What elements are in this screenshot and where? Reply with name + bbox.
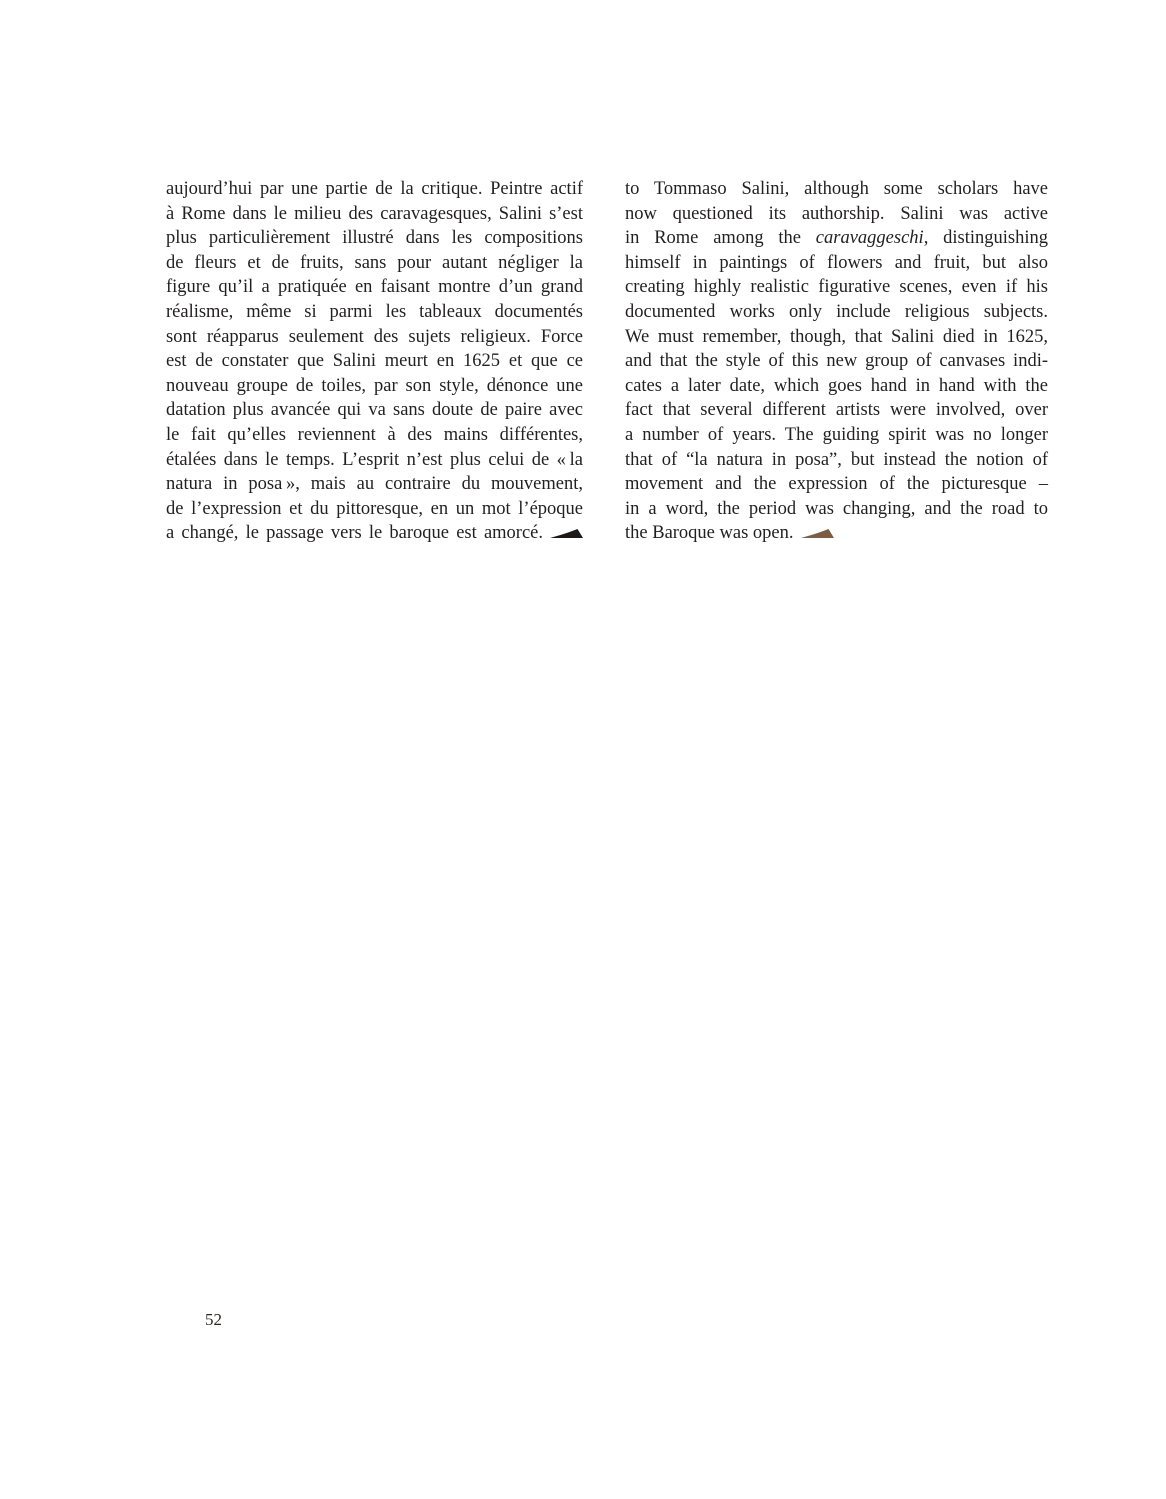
text-line: figure qu’il a pratiquée en faisant montre d’un grand (166, 277, 583, 298)
text-line: cates a later date, which goes hand in hand with the (625, 375, 1048, 396)
text-line: fact that several different artists were involved, over (625, 400, 1048, 421)
text-line: documented works only include religious subjects. (625, 301, 1048, 322)
text-line: himself in paintings of flowers and fruit, but also (625, 252, 1048, 273)
text-line: étalées dans le temps. L’esprit n’est plus celui de « la (166, 449, 583, 470)
text-line: de fleurs et de fruits, sans pour autant négliger la (166, 252, 583, 273)
text-line: est de constater que Salini meurt en 1625 et que ce (166, 351, 583, 372)
text-line: movement and the expression of the picturesque – (625, 474, 1048, 495)
text-line: to Tommaso Salini, although some scholars have (625, 179, 1048, 199)
text-line: We must remember, though, that Salini died in 1625, (625, 326, 1048, 347)
text-line: in a word, the period was changing, and the road to (625, 498, 1048, 519)
text-line: the Baroque was open. (625, 521, 1048, 546)
page-number: 52 (205, 1310, 222, 1329)
text-line: aujourd’hui par une partie de la critique. Peintre actif (166, 179, 583, 199)
text-line: natura in posa », mais au contraire du mouvement, (166, 474, 583, 495)
text-line: now questioned its authorship. Salini was active (625, 203, 1048, 224)
wedge-icon (801, 529, 834, 538)
text-line: a changé, le passage vers le baroque est amorcé. (166, 521, 583, 546)
text-line: réalisme, même si parmi les tableaux documentés (166, 301, 583, 322)
text-line: plus particulièrement illustré dans les compositions (166, 228, 583, 249)
text-line: that of “la natura in posa”, but instead the notion of (625, 449, 1048, 470)
text-line: a number of years. The guiding spirit was no longer (625, 424, 1048, 445)
text-line: and that the style of this new group of canvases indi- (625, 351, 1048, 372)
text-line: creating highly realistic figurative scenes, even if his (625, 277, 1048, 298)
column-english-text (625, 177, 1048, 546)
text-line: à Rome dans le milieu des caravagesques, Salini s’est (166, 203, 583, 224)
text-line: nouveau groupe de toiles, par son style, dénonce une (166, 375, 583, 396)
text-line: de l’expression et du pittoresque, en un mot l’époque (166, 498, 583, 519)
column-french-text (166, 177, 583, 546)
text-line: sont réapparus seulement des sujets religieux. Force (166, 326, 583, 347)
wedge-icon (550, 529, 583, 538)
text-line: le fait qu’elles reviennent à des mains différentes, (166, 424, 583, 445)
text-line: in Rome among the caravaggeschi, distinguishing (625, 228, 1048, 249)
text-line: datation plus avancée qui va sans doute de paire avec (166, 400, 583, 421)
